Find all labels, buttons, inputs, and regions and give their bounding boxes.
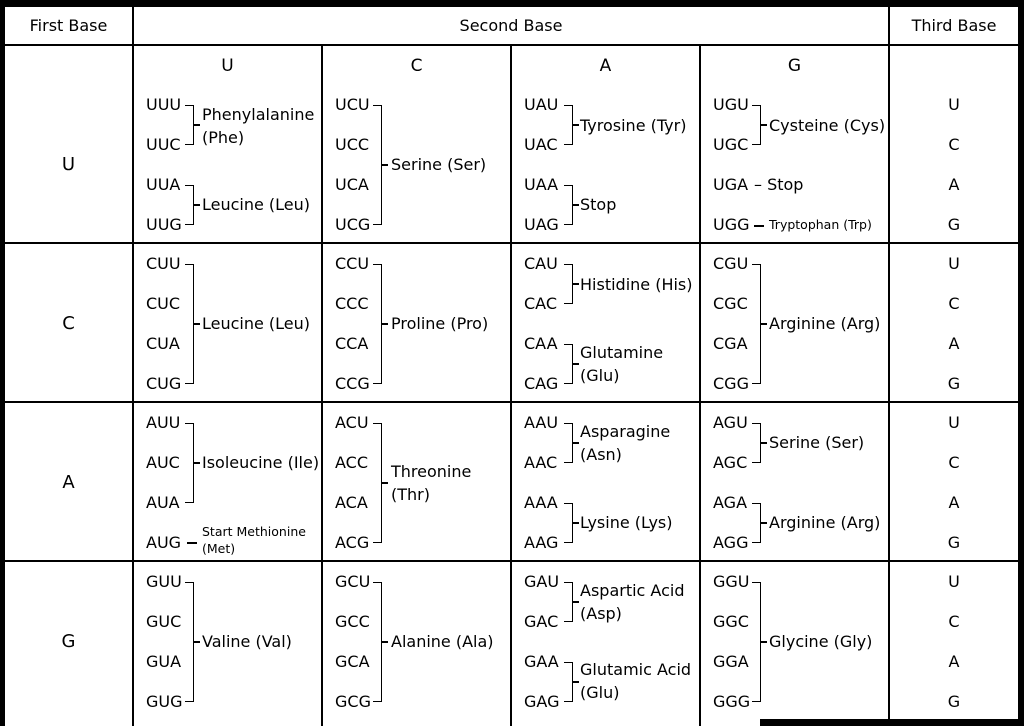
- codon-bracket: [564, 264, 573, 304]
- codon: UGA: [713, 175, 749, 194]
- codon-bracket: [185, 423, 194, 503]
- codon: AAC: [524, 453, 558, 472]
- amino-acid-label: Aspartic Acid: [580, 581, 685, 600]
- codon-bracket: [564, 105, 573, 145]
- codon-bracket: [185, 105, 194, 145]
- codon-bracket: [564, 503, 573, 543]
- codon: GGG: [713, 692, 751, 711]
- codon: CGC: [713, 294, 748, 313]
- codon: UUG: [146, 215, 182, 234]
- codon-bracket: [373, 582, 382, 702]
- codon: UCC: [335, 135, 370, 154]
- codon-bracket: [373, 105, 382, 225]
- codon: ACU: [335, 413, 369, 432]
- codon: GUC: [146, 612, 182, 631]
- codon: GCU: [335, 572, 371, 591]
- codon: AUG: [146, 533, 182, 552]
- codon: UUC: [146, 135, 181, 154]
- third-base-label: U: [948, 95, 960, 114]
- third-base-label: A: [948, 334, 960, 353]
- codon: AUA: [146, 493, 180, 512]
- codon-bracket: [752, 582, 761, 702]
- amino-acid-label: (Phe): [202, 128, 245, 147]
- third-base-label: A: [948, 493, 960, 512]
- column-divider: [321, 44, 323, 726]
- amino-acid-label: Arginine (Arg): [769, 314, 881, 333]
- third-base-label: C: [948, 453, 960, 472]
- codon: GAU: [524, 572, 560, 591]
- codon-bracket: [752, 503, 761, 543]
- column-divider: [510, 44, 512, 726]
- codon-dash: [754, 225, 764, 227]
- codon-bracket: [564, 582, 573, 622]
- third-base-label: G: [947, 692, 961, 711]
- amino-acid-label: Asparagine: [580, 422, 671, 441]
- codon: AGA: [713, 493, 748, 512]
- codon: GUG: [146, 692, 183, 711]
- third-base-label: A: [948, 652, 960, 671]
- codon: GAA: [524, 652, 559, 671]
- amino-acid-label: (Glu): [580, 366, 620, 385]
- codon: CGU: [713, 254, 749, 273]
- codon: CAA: [524, 334, 558, 353]
- codon: UGC: [713, 135, 749, 154]
- third-base-label: U: [948, 254, 960, 273]
- third-base-label: U: [948, 572, 960, 591]
- amino-acid-label: Arginine (Arg): [769, 513, 881, 532]
- codon: UCG: [335, 215, 371, 234]
- second-base-label: U: [221, 56, 234, 76]
- codon: CAG: [524, 374, 559, 393]
- amino-acid-label: Cysteine (Cys): [769, 116, 886, 135]
- codon: UCA: [335, 175, 369, 194]
- amino-acid-label: Valine (Val): [202, 632, 292, 651]
- codon: UUA: [146, 175, 181, 194]
- third-base-label: G: [947, 215, 961, 234]
- codon: CGG: [713, 374, 749, 393]
- codon: UAC: [524, 135, 558, 154]
- amino-acid-label: (Asn): [580, 445, 622, 464]
- codon: AAU: [524, 413, 559, 432]
- codon: UGU: [713, 95, 749, 114]
- amino-acid-label: Leucine (Leu): [202, 314, 311, 333]
- codon-bracket: [373, 423, 382, 543]
- codon-bracket: [185, 185, 194, 225]
- first-base-label: G: [61, 631, 76, 652]
- codon: ACC: [335, 453, 369, 472]
- codon: UCU: [335, 95, 370, 114]
- codon: AAA: [524, 493, 558, 512]
- codon: UAG: [524, 215, 559, 234]
- amino-acid-label: Proline (Pro): [391, 314, 489, 333]
- codon: GGC: [713, 612, 749, 631]
- codon-bracket: [185, 264, 194, 384]
- amino-acid-label: Serine (Ser): [769, 433, 865, 452]
- codon: ACA: [335, 493, 368, 512]
- codon: CGA: [713, 334, 748, 353]
- codon: GUA: [146, 652, 182, 671]
- codon: GCG: [335, 692, 371, 711]
- amino-acid-label: Alanine (Ala): [391, 632, 494, 651]
- amino-acid-label: Histidine (His): [580, 275, 693, 294]
- codon: CCU: [335, 254, 370, 273]
- codon: GUU: [146, 572, 182, 591]
- codon: CUG: [146, 374, 182, 393]
- codon: CCA: [335, 334, 369, 353]
- codon-bracket: [752, 423, 761, 463]
- second-base-label: C: [410, 56, 423, 76]
- third-base-label: G: [947, 374, 961, 393]
- codon: CUC: [146, 294, 181, 313]
- amino-acid-label: (Met): [202, 541, 236, 556]
- third-base-label: C: [948, 612, 960, 631]
- header-second-base: Second Base: [459, 16, 563, 35]
- codon: GAG: [524, 692, 560, 711]
- codon: CCG: [335, 374, 370, 393]
- second-base-label: G: [787, 56, 802, 76]
- column-divider: [132, 7, 134, 726]
- codon-bracket: [185, 582, 194, 702]
- codon: AAG: [524, 533, 559, 552]
- codon: CUA: [146, 334, 180, 353]
- codon: GCA: [335, 652, 370, 671]
- codon: AGC: [713, 453, 748, 472]
- amino-acid-label: (Glu): [580, 683, 620, 702]
- third-base-label: C: [948, 294, 960, 313]
- amino-acid-label: – Stop: [754, 175, 804, 194]
- codon: UUU: [146, 95, 182, 114]
- amino-acid-label: Phenylalanine: [202, 105, 315, 124]
- amino-acid-label: Stop: [580, 195, 617, 214]
- codon-dash: [187, 542, 197, 544]
- third-base-label: C: [948, 135, 960, 154]
- amino-acid-label: Glutamic Acid: [580, 660, 692, 679]
- amino-acid-label: Tyrosine (Tyr): [580, 116, 687, 135]
- amino-acid-label: Glutamine: [580, 343, 664, 362]
- header-third-base: Third Base: [911, 16, 997, 35]
- amino-acid-label: (Asp): [580, 604, 622, 623]
- codon: GCC: [335, 612, 370, 631]
- codon-bracket: [564, 344, 573, 384]
- codon: AGG: [713, 533, 749, 552]
- codon: ACG: [335, 533, 370, 552]
- codon-bracket: [564, 185, 573, 225]
- first-base-label: U: [61, 154, 76, 175]
- codon: CAU: [524, 254, 558, 273]
- amino-acid-label: Start Methionine: [202, 524, 306, 539]
- amino-acid-label: Leucine (Leu): [202, 195, 311, 214]
- amino-acid-label: Lysine (Lys): [580, 513, 673, 532]
- codon: GAC: [524, 612, 559, 631]
- amino-acid-label: Isoleucine (Ile): [202, 453, 320, 472]
- codon: AUU: [146, 413, 181, 432]
- codon-bracket: [752, 264, 761, 384]
- codon: GGA: [713, 652, 749, 671]
- codon: AUC: [146, 453, 180, 472]
- codon: AGU: [713, 413, 748, 432]
- third-base-label: A: [948, 175, 960, 194]
- amino-acid-label: (Thr): [391, 485, 430, 504]
- codon: CUU: [146, 254, 181, 273]
- codon: CAC: [524, 294, 558, 313]
- codon-bracket: [373, 264, 382, 384]
- table-bottom-strip: [5, 719, 760, 726]
- codon: UGG: [713, 215, 750, 234]
- codon-bracket: [752, 105, 761, 145]
- codon: UAU: [524, 95, 559, 114]
- amino-acid-label: Glycine (Gly): [769, 632, 873, 651]
- third-base-label: U: [948, 413, 960, 432]
- first-base-label: A: [62, 472, 75, 493]
- second-base-label: A: [599, 56, 612, 76]
- amino-acid-label: Tryptophan (Trp): [769, 217, 872, 232]
- first-base-label: C: [62, 313, 75, 334]
- column-divider: [699, 44, 701, 726]
- codon-bracket: [564, 423, 573, 463]
- amino-acid-label: Serine (Ser): [391, 155, 487, 174]
- header-first-base: First Base: [29, 16, 108, 35]
- codon-bracket: [564, 662, 573, 702]
- codon: GGU: [713, 572, 750, 591]
- codon: CCC: [335, 294, 369, 313]
- codon: UAA: [524, 175, 559, 194]
- third-base-label: G: [947, 533, 961, 552]
- amino-acid-label: Threonine: [391, 462, 472, 481]
